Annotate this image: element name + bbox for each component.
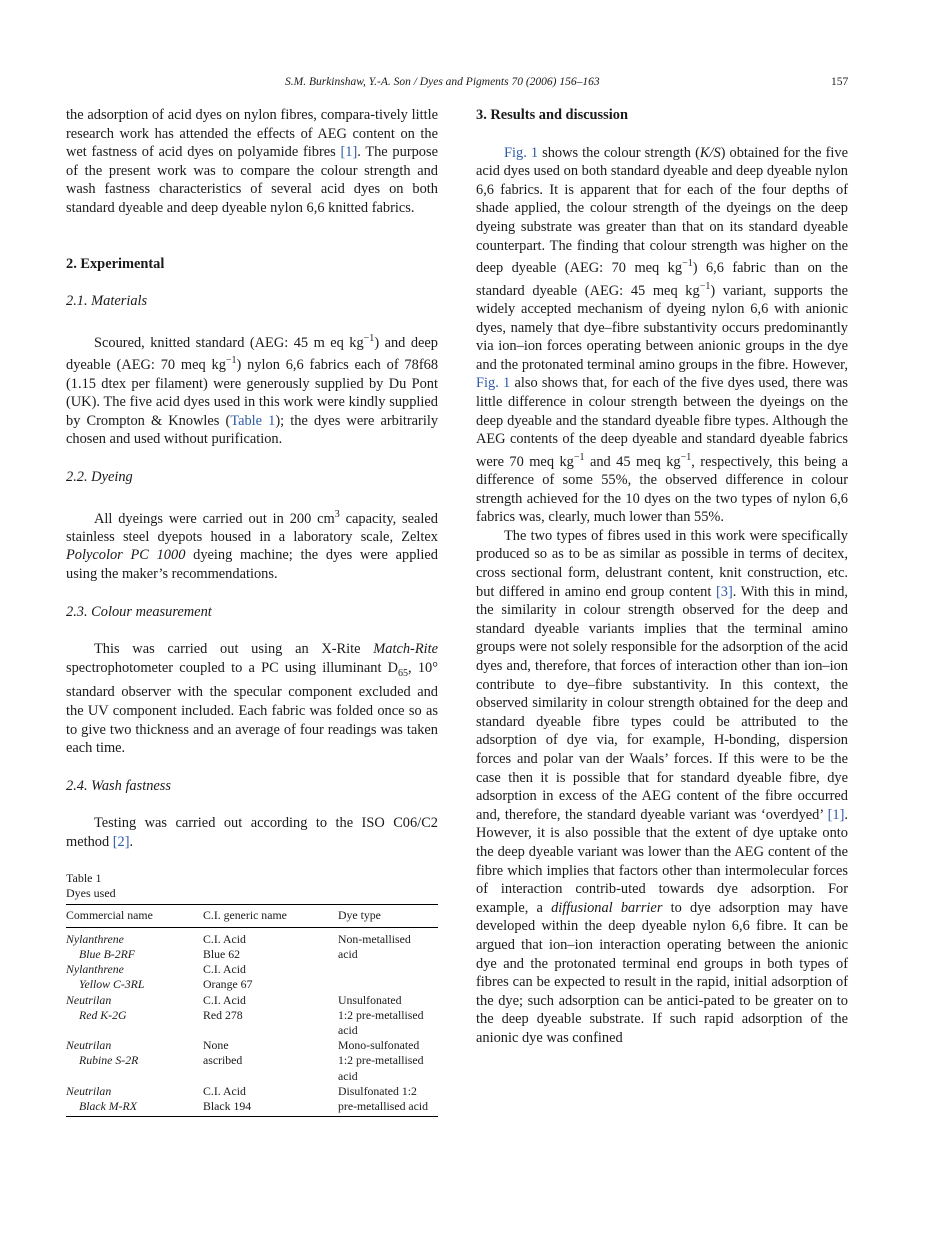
table-title: Dyes used [66,886,116,901]
text-run: . With this in mind, the similarity in colour strength observed for the deep and standard dyeable variants implies that the terminal amino groups were not solely responsible for the adsorption of the acid dyes and, therefore, that forces of interaction other than ion–ion contribute to dye–fibre substantivity. In this context, the observed similarity in colour strength obtained for the deep and standard dyeable fibre types could be attributed to the adsorption of dye via, for example, H-bonding, dispersion forces and polar van der Waals’ forces. If this were to be the case then it is possible that for standard dyeable fibre, dye adsorption in excess of the AEG content of the fibre occurred and, therefore, the standard dyeable variant was ‘overdyed’ [476,583,848,823]
subscript: 65 [398,667,409,679]
text-run: also shows that, for each of the five dyes used, there was little difference in colour strength between the dyeings on the deep dyeable and the standard dyeable fibre types. Although the AEG contents of the deep dyeable and standard dyeable fabrics were 70 meq kg [476,375,848,470]
right-column [476,106,848,1047]
subsection-heading: 2.1. Materials [66,293,148,310]
text-run: ) variant, supports the widely accepted mechanism of dyeing nylon 6,6 with anionic dyes, namely that dye–fibre substantivity occurs predominantly via ion–ion forces operating between anionic groups in the dye and the protonated terminal amino groups in the fibre. However, [476,282,848,373]
text-run: ); the dyes were arbitrarily chosen and used without purification. [66,412,439,448]
citation-link[interactable]: [2] [112,833,130,850]
ci-name: Blue 62 [203,946,241,961]
dye-brand: Nylanthrene [66,931,124,946]
colour-measurement-paragraph [66,640,438,757]
ci-name: Red 278 [203,1007,243,1022]
ci-name: C.I. Acid [203,1083,246,1098]
dye-type: acid [338,1068,358,1083]
dye-type: Unsulfonated [338,992,402,1007]
figure-link[interactable]: Fig. 1 [504,144,539,161]
dye-commercial-name: Yellow C-3RL [79,977,145,992]
text-run: All dyeings were carried out in 200 cm [94,510,335,527]
text-run: capacity, sealed stainless steel dyepots housed in a laboratory scale, Zeltex [66,510,438,545]
text-run: and 45 meq kg [584,453,681,470]
text-run: The two types of fibres used in this work were specifically produced so as to be as similar as possible in terms of decitex, cross sectional form, delustrant content, knit construction, etc. but differed in amino end group content [476,527,848,600]
ci-name: C.I. Acid [203,992,246,1007]
dye-type: acid [338,1022,358,1037]
ci-name: ascribed [203,1053,243,1068]
text-run: ) nylon 6,6 fabrics each of 78f68 (1.15 dtex per filament) were generously supplied by Du Pont (UK). The five acid dyes used in this work were kindly supplied by Crompton & Knowles ( [66,356,439,429]
page-number: 157 [831,76,849,88]
dye-brand: Neutrilan [66,992,112,1007]
column-header: C.I. generic name [203,905,338,927]
table-row [66,1084,438,1117]
dye-type: acid [338,946,358,961]
table-caption [66,871,438,901]
text-run: shows the colour strength ( [538,144,700,161]
ci-name: None [203,1038,229,1053]
text-run: ) 6,6 fabric than on the standard dyeable (AEG: 45 meq kg [476,259,848,299]
column-header: Dye type [338,905,438,927]
text-run: dyeing machine; the dyes were applied using the maker’s recommendations. [66,547,438,583]
machine-name: Polycolor PC 1000 [66,547,186,564]
running-header [0,76,925,92]
text-run: to dye adsorption may have developed within the deep dyeable nylon 6,6 fibre. It can be argued that ion–ion interaction operating between the anionic dye and the protonated terminal end groups in both types of fibres can be expected to result in the rapid, initial adsorption of the dye; such adsorption can be antici-pated to be greater on to the deep dyeable substrate. If such rapid adsorption of the anionic dye was confined [476,899,848,1046]
running-head-authors: S.M. Burkinshaw, Y.-A. Son / Dyes and Pigments 70 (2006) 156–163 [285,76,600,88]
table-header-row [66,905,438,927]
ks-symbol: K/S [699,144,721,161]
dye-commercial-name: Blue B-2RF [79,946,136,961]
dye-commercial-name: Black M-RX [79,1098,137,1113]
text-run: . [129,833,134,850]
subsection-heading: 2.3. Colour measurement [66,603,212,620]
text-run: ) and deep dyeable (AEG: 70 meq kg [66,334,438,373]
ci-name: C.I. Acid [203,962,246,977]
superscript: −1 [363,332,375,344]
dye-type: Non-metallised [338,931,411,946]
text-run: the adsorption of acid dyes on nylon fibres, compara-tively little research work has attended the effects of AEG content on the wet fastness of acid dyes on polyamide fibres [66,107,438,161]
wash-fastness-paragraph [66,814,438,851]
dye-type: 1:2 pre-metallised [338,1007,424,1022]
superscript: −1 [682,258,693,270]
text-run: Testing was carried out according to the ISO C06/C2 method [66,815,438,850]
superscript: −1 [573,451,585,463]
figure-link[interactable]: Fig. 1 [476,375,511,392]
superscript: −1 [680,451,692,463]
left-column [66,106,438,1117]
section-heading: 3. Results and discussion [476,107,628,123]
instrument-name: Match-Rite [373,641,438,658]
results-paragraph-2 [476,527,848,1048]
text-run: . However, it is also possible that the extent of dye uptake onto the deep dyeable variant was lower than the AEG content of the fibre which implies that factors other than intermolecular forces of interaction contrib-uted towards dye adsorption. For example, a [476,806,848,916]
column-header: Commercial name [66,905,203,927]
dye-commercial-name: Red K-2G [79,1007,127,1022]
text-run: , respectively, this being a difference of some 55%, the observed difference in colour strength achieved for the 10 dyes on the two types of nylon 6,6 fabrics was, clearly, much lower than 55%. [476,453,848,526]
superscript: −1 [699,280,711,292]
intro-paragraph [66,106,438,218]
results-paragraph-1 [476,144,848,527]
dye-type: pre-metallised acid [338,1098,429,1113]
text-run: Scoured, knitted standard (AEG: 45 m eq kg [94,334,364,351]
text-run: spectrophotometer coupled to a PC using illuminant D [66,659,399,676]
superscript: 3 [334,508,340,520]
table-row [66,962,438,992]
table-row [66,932,438,962]
dyeing-paragraph [66,506,438,584]
ci-name: Orange 67 [203,977,253,992]
text-run: This was carried out using an X-Rite [94,641,374,658]
dye-brand: Neutrilan [66,1083,112,1098]
subsection-heading: 2.2. Dyeing [66,468,133,485]
emphasis: diffusional barrier [551,899,663,916]
table-link[interactable]: Table 1 [230,412,276,429]
superscript: −1 [225,355,237,367]
ci-name: C.I. Acid [203,931,246,946]
subsection-heading: 2.4. Wash fastness [66,777,172,794]
section-heading: 2. Experimental [66,255,165,272]
dye-type: Disulfonated 1:2 [338,1083,417,1098]
table-number: Table 1 [66,871,102,886]
text-run: ) obtained for the five acid dyes used on both standard dyeable and deep dyeable nylon 6,6 fabrics. It is apparent that for each of the four depths of shade applied, the colour strength of the dyeings on the deep dyeing substrate was greater than that on its standard dyeable counterpart. The finding that colour strength was higher on the deep dyeable (AEG: 70 meq kg [476,144,849,276]
dye-brand: Nylanthrene [66,962,124,977]
text-run: . The purpose of the present work was to compare the colour strength and wash fastness characteristics of several acid dyes on both standard dyeable and deep dyeable nylon 6,6 knitted fabrics. [66,144,438,216]
text-run: , 10° standard observer with the specular component excluded and the UV component included. Each fabric was folded once so as to give two thickness and an average of four readings was taken each time. [66,659,439,757]
dye-commercial-name: Rubine S-2R [79,1053,139,1068]
table-row [66,993,438,1039]
dye-type: 1:2 pre-metallised [338,1053,424,1068]
ci-name: Black 194 [203,1098,252,1113]
dye-type: Mono-sulfonated [338,1038,420,1053]
citation-link[interactable]: [1] [340,144,358,161]
materials-paragraph [66,330,438,449]
dye-brand: Neutrilan [66,1038,112,1053]
citation-link[interactable]: [1] [827,806,845,823]
citation-link[interactable]: [3] [715,583,733,600]
table-row [66,1038,438,1084]
dyes-table [66,904,438,1117]
